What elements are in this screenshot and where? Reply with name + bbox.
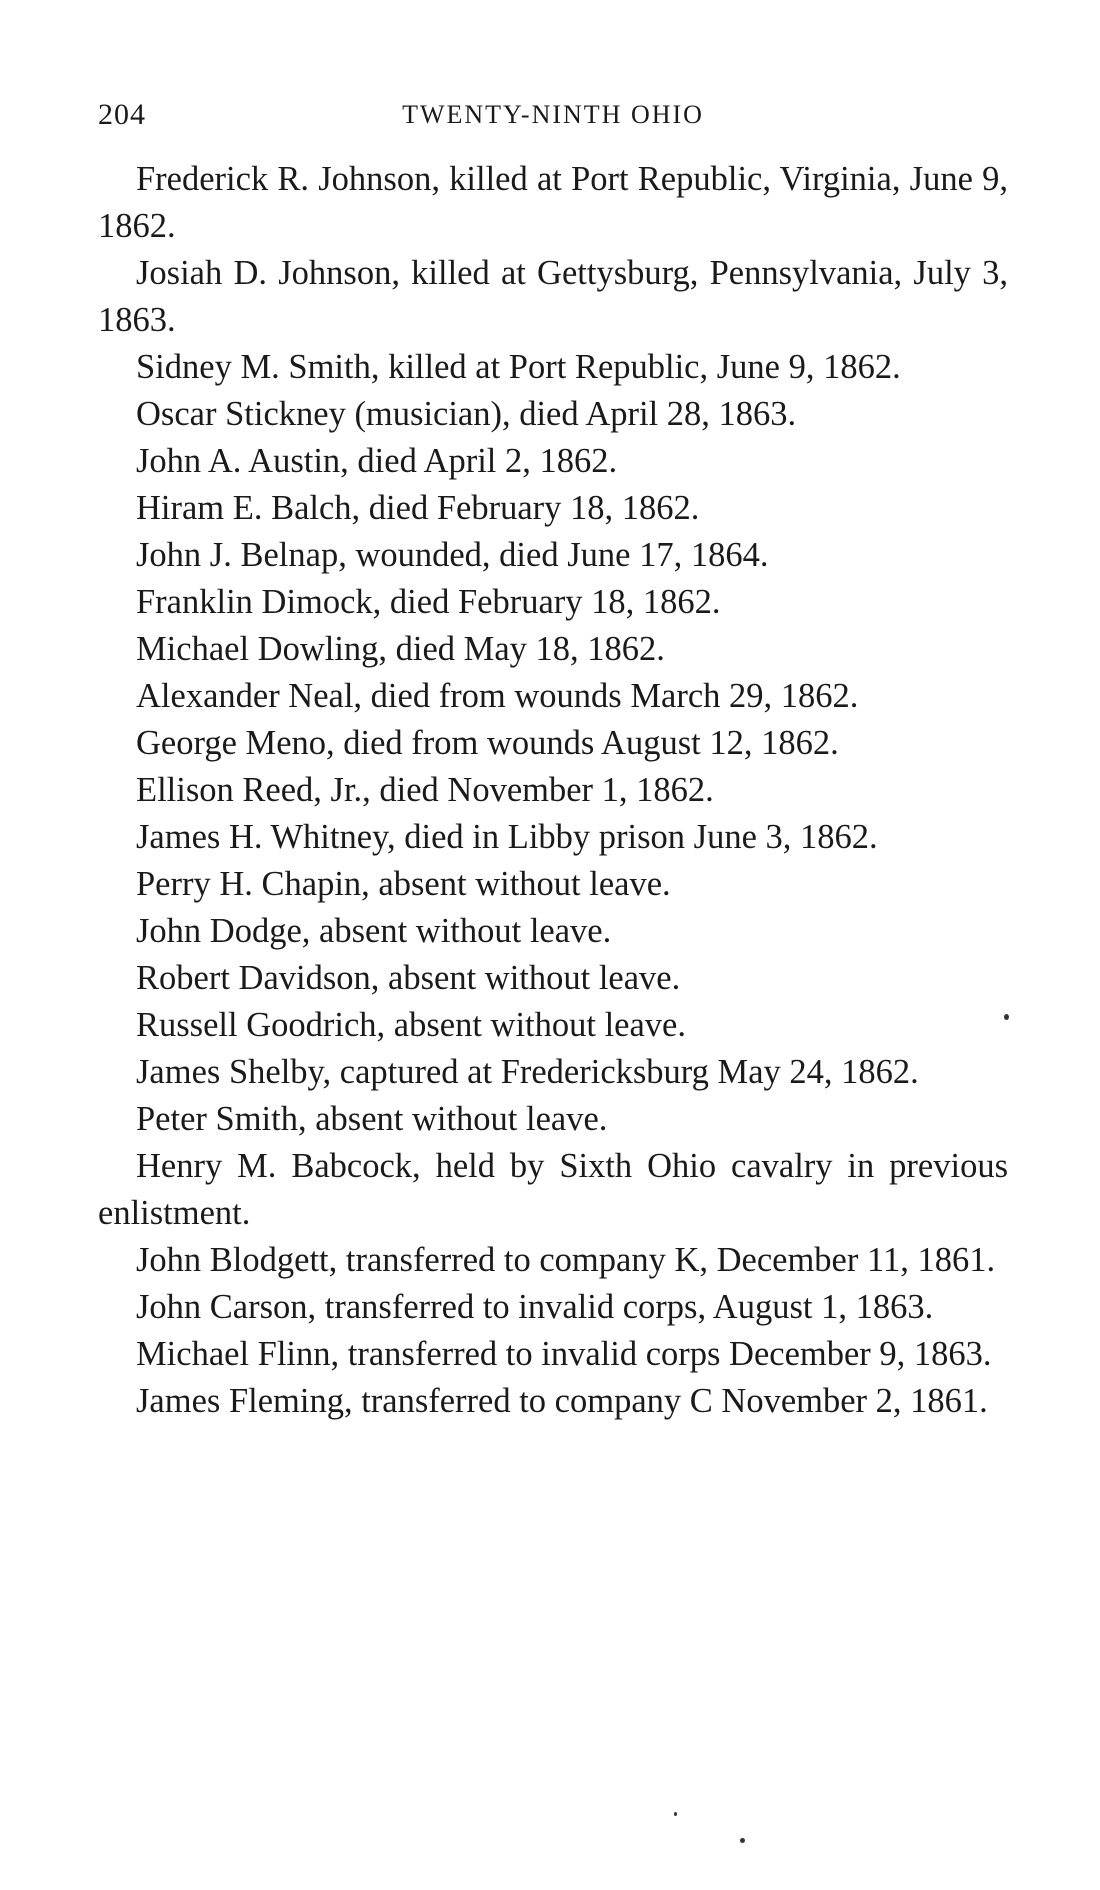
roster-entry: Sidney M. Smith, killed at Port Republic, June 9, 1862. xyxy=(136,348,901,386)
roster-entry: James Shelby, captured at Fredericksburg May 24, 1862. xyxy=(136,1053,919,1091)
roster-entry: Henry M. Babcock, held by Sixth Ohio cavalry in previous enlistment. xyxy=(98,1147,1008,1232)
roster-entry: Michael Dowling, died May 18, 1862. xyxy=(136,630,665,668)
print-speck xyxy=(674,1812,677,1816)
print-speck xyxy=(740,1838,745,1843)
roster-entry: Josiah D. Johnson, killed at Gettysburg, Pennsylvania, July 3, 1863. xyxy=(98,254,1008,339)
roster-entry: John Dodge, absent without leave. xyxy=(136,912,612,950)
page-number: 204 xyxy=(98,98,146,131)
roster-entry: John J. Belnap, wounded, died June 17, 1864. xyxy=(136,536,769,574)
roster-entry: Franklin Dimock, died February 18, 1862. xyxy=(136,583,721,621)
roster-entry: Perry H. Chapin, absent without leave. xyxy=(136,865,671,903)
roster-entry: George Meno, died from wounds August 12, 1862. xyxy=(136,724,839,762)
roster-entry: Russell Goodrich, absent without leave. xyxy=(136,1006,686,1044)
page-header xyxy=(98,88,1008,148)
roster-entry: John Carson, transferred to invalid corps, August 1, 1863. xyxy=(136,1288,934,1326)
running-title: TWENTY-NINTH OHIO xyxy=(402,100,704,129)
roster-entry: Hiram E. Balch, died February 18, 1862. xyxy=(136,489,700,527)
roster-entry: John A. Austin, died April 2, 1862. xyxy=(136,442,618,480)
roster-entry: James Fleming, transferred to company C November 2, 1861. xyxy=(136,1382,988,1420)
print-speck xyxy=(1004,1014,1009,1020)
roster-entry: John Blodgett, transferred to company K, December 11, 1861. xyxy=(136,1241,996,1279)
roster-entry: James H. Whitney, died in Libby prison June 3, 1862. xyxy=(136,818,878,856)
roster-entry: Ellison Reed, Jr., died November 1, 1862. xyxy=(136,771,714,809)
roster-entry: Frederick R. Johnson, killed at Port Republic, Virginia, June 9, 1862. xyxy=(98,160,1008,245)
roster-entry: Robert Davidson, absent without leave. xyxy=(136,959,681,997)
roster-entries xyxy=(98,156,1008,1425)
book-page xyxy=(98,88,1008,1425)
roster-entry: Michael Flinn, transferred to invalid corps December 9, 1863. xyxy=(136,1335,992,1373)
roster-entry: Oscar Stickney (musician), died April 28, 1863. xyxy=(136,395,797,433)
roster-entry: Alexander Neal, died from wounds March 29, 1862. xyxy=(136,677,859,715)
roster-entry: Peter Smith, absent without leave. xyxy=(136,1100,608,1138)
